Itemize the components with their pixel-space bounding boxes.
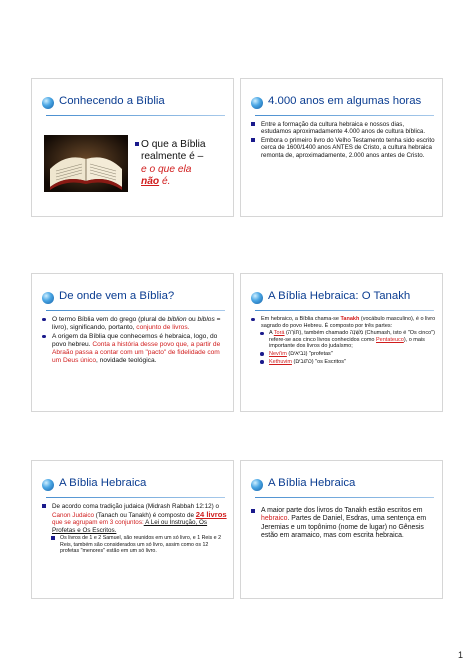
title-rule bbox=[255, 310, 434, 311]
bullet-item bbox=[42, 333, 227, 365]
slide-body bbox=[251, 507, 436, 541]
bullet-text: A origem da Bíblia que conhecemos é hebraica, logo, do povo hebreu. bbox=[52, 333, 218, 348]
slide-1 bbox=[31, 78, 234, 217]
slide-title-row bbox=[42, 290, 227, 307]
bullet-ball-icon bbox=[251, 97, 263, 109]
q-line-4-e: é. bbox=[159, 175, 171, 187]
slide-title: De onde vem a Bíblia? bbox=[59, 290, 175, 302]
bullet-text-red: conjunto de livros. bbox=[136, 324, 190, 331]
bullet-text-red: que se agrupam em 3 conjuntos: bbox=[52, 519, 144, 527]
bullet-text-red: Conta a história desse povo que, a partir de Abraão passa a contar com um "pacto" de fidelidade com um Deus único bbox=[52, 341, 221, 364]
bullet-text-red: hebraico bbox=[261, 515, 288, 523]
slide-title-row bbox=[42, 477, 227, 494]
round-bullet-icon bbox=[42, 318, 46, 322]
bullet-text-underline: A Lei ou Instrução, Os Profetas e Os Escritos. bbox=[52, 519, 208, 534]
page-number: 1 bbox=[457, 650, 463, 660]
bullet-text: . Partes de Daniel, Esdras, uma sentença em Jeremias e um topônimo (nome de lugar) no Gênesis estão em aramaico, mas com escrita hebraica. bbox=[261, 515, 427, 539]
bullet-text-red: Torá bbox=[273, 330, 285, 337]
open-bible-photo bbox=[44, 135, 128, 192]
bullet-item bbox=[251, 137, 436, 159]
bullet-text: Embora o primeiro livro do Velho Testamento tenha sido escrito cerca de 1600/1400 anos ANTES de Cristo, a cultura hebraica remonta de, aproximadamente, 2.000 anos antes de Cristo. bbox=[261, 136, 435, 159]
round-bullet-icon bbox=[260, 360, 264, 364]
q-line-4-nao: não bbox=[141, 175, 160, 187]
bullet-item bbox=[251, 121, 436, 136]
slide-title-row bbox=[251, 95, 436, 112]
bullet-ball-icon bbox=[251, 479, 263, 491]
bullet-text: Em hebraico, a Bíblia chama-se bbox=[261, 316, 341, 322]
slide-title: A Bíblia Hebraica bbox=[268, 477, 356, 489]
sub-bullet-item bbox=[251, 330, 436, 350]
bullet-text-red: Nevi'im bbox=[269, 350, 287, 357]
bullet-text-bold: Tanakh bbox=[340, 316, 360, 322]
title-rule bbox=[255, 115, 434, 116]
bullet-text: ), o mais importante dos livros do judaísmo; bbox=[269, 336, 425, 350]
bullet-text: Entre a formação da cultura hebraica e nossos dias, estudamos aproximadamente 4.000 anos de cultura bíblica. bbox=[261, 121, 426, 136]
slide-body bbox=[42, 503, 227, 555]
round-bullet-icon bbox=[260, 352, 264, 356]
slide-3 bbox=[31, 273, 234, 412]
bullet-text-red: Canon Judaico bbox=[52, 511, 95, 519]
sub-bullet-item bbox=[42, 535, 227, 554]
square-bullet-icon bbox=[251, 122, 255, 126]
slide-5 bbox=[31, 460, 234, 599]
slide-title-row bbox=[251, 290, 436, 307]
bullet-text: Os livros de 1 e 2 Samuel, são reunidos em um só livro, e 1 Reis e 2 Reis, também são considerados um só livro, assim como os 12 profetas "menores" estão em um só livro. bbox=[60, 535, 222, 554]
bullet-text: (vocábulo masculino), é o livro sagrado do povo Hebreu. É composto por três partes: bbox=[261, 316, 436, 329]
slide-body bbox=[251, 316, 436, 366]
slide-title: A Bíblia Hebraica bbox=[59, 477, 147, 489]
square-bullet-icon bbox=[251, 138, 255, 142]
title-rule bbox=[46, 115, 225, 116]
bullet-text: (כתובים) "os Escritos" bbox=[291, 358, 346, 365]
bullet-text-italic: biblion bbox=[167, 316, 187, 323]
bullet-text: A bbox=[269, 330, 274, 337]
bullet-text: O termo Bíblia vem do grego (plural de bbox=[52, 316, 168, 323]
slide-title: 4.000 anos em algumas horas bbox=[268, 95, 422, 107]
bullet-text-red-bold: 24 livros bbox=[195, 509, 227, 519]
bullet-text: , novidade teológica. bbox=[95, 357, 157, 364]
bullet-text: (נביאים) "profetas" bbox=[286, 350, 333, 357]
square-bullet-icon bbox=[251, 509, 255, 513]
bullet-text: A maior parte dos livros do Tanakh estão escritos em bbox=[261, 507, 423, 514]
bullet-text: = livro), significando, portanto, bbox=[52, 316, 221, 331]
question-bullet bbox=[135, 139, 231, 188]
square-bullet-icon bbox=[51, 536, 55, 540]
slide-body bbox=[42, 316, 227, 366]
bullet-text: (תּוֹרָה), também chamado מִשְׁנָה (Chumash, isto é "Os cinco") refere-se aos cinco livros conhecidos como bbox=[269, 330, 435, 343]
q-line-3: e o que ela bbox=[141, 163, 192, 175]
slide-title: A Bíblia Hebraica: O Tanakh bbox=[268, 290, 411, 302]
bullet-item bbox=[251, 507, 436, 540]
square-bullet-icon bbox=[135, 142, 139, 146]
slide-title-row bbox=[42, 95, 227, 112]
square-bullet-icon bbox=[42, 504, 46, 508]
bullet-text: (Tanach ou Tanakh) é composto de bbox=[94, 511, 196, 519]
round-bullet-icon bbox=[260, 332, 264, 336]
round-bullet-icon bbox=[251, 318, 255, 322]
bullet-item bbox=[42, 316, 227, 332]
title-rule bbox=[46, 310, 225, 311]
slide-title-row bbox=[251, 477, 436, 494]
slide-title: Conhecendo a Bíblia bbox=[59, 95, 165, 107]
bullet-ball-icon bbox=[42, 292, 54, 304]
bullet-text: De acordo coma tradição judaica (Midrash Rabbah 12:12) o bbox=[52, 503, 219, 510]
sub-bullet-item bbox=[251, 351, 436, 358]
open-bible-icon bbox=[44, 135, 128, 192]
bullet-item bbox=[42, 503, 227, 534]
bullet-item bbox=[251, 316, 436, 329]
bullet-text-italic: biblos bbox=[197, 316, 215, 323]
bullet-ball-icon bbox=[42, 479, 54, 491]
title-rule bbox=[46, 497, 225, 498]
q-line-1: O que a Bíblia bbox=[141, 139, 206, 150]
bullet-ball-icon bbox=[251, 292, 263, 304]
bullet-text: ou bbox=[186, 316, 198, 323]
round-bullet-icon bbox=[42, 335, 46, 339]
slide-body bbox=[251, 121, 436, 160]
title-rule bbox=[255, 497, 434, 498]
bullet-text-red: Kethuvim bbox=[269, 358, 292, 365]
q-line-2: realmente é – bbox=[141, 151, 204, 163]
bullet-text-red: Pentateuco bbox=[376, 336, 404, 343]
sub-bullet-item bbox=[251, 359, 436, 366]
bullet-ball-icon bbox=[42, 97, 54, 109]
slide-4 bbox=[240, 273, 443, 412]
slide-2 bbox=[240, 78, 443, 217]
slide-6 bbox=[240, 460, 443, 599]
